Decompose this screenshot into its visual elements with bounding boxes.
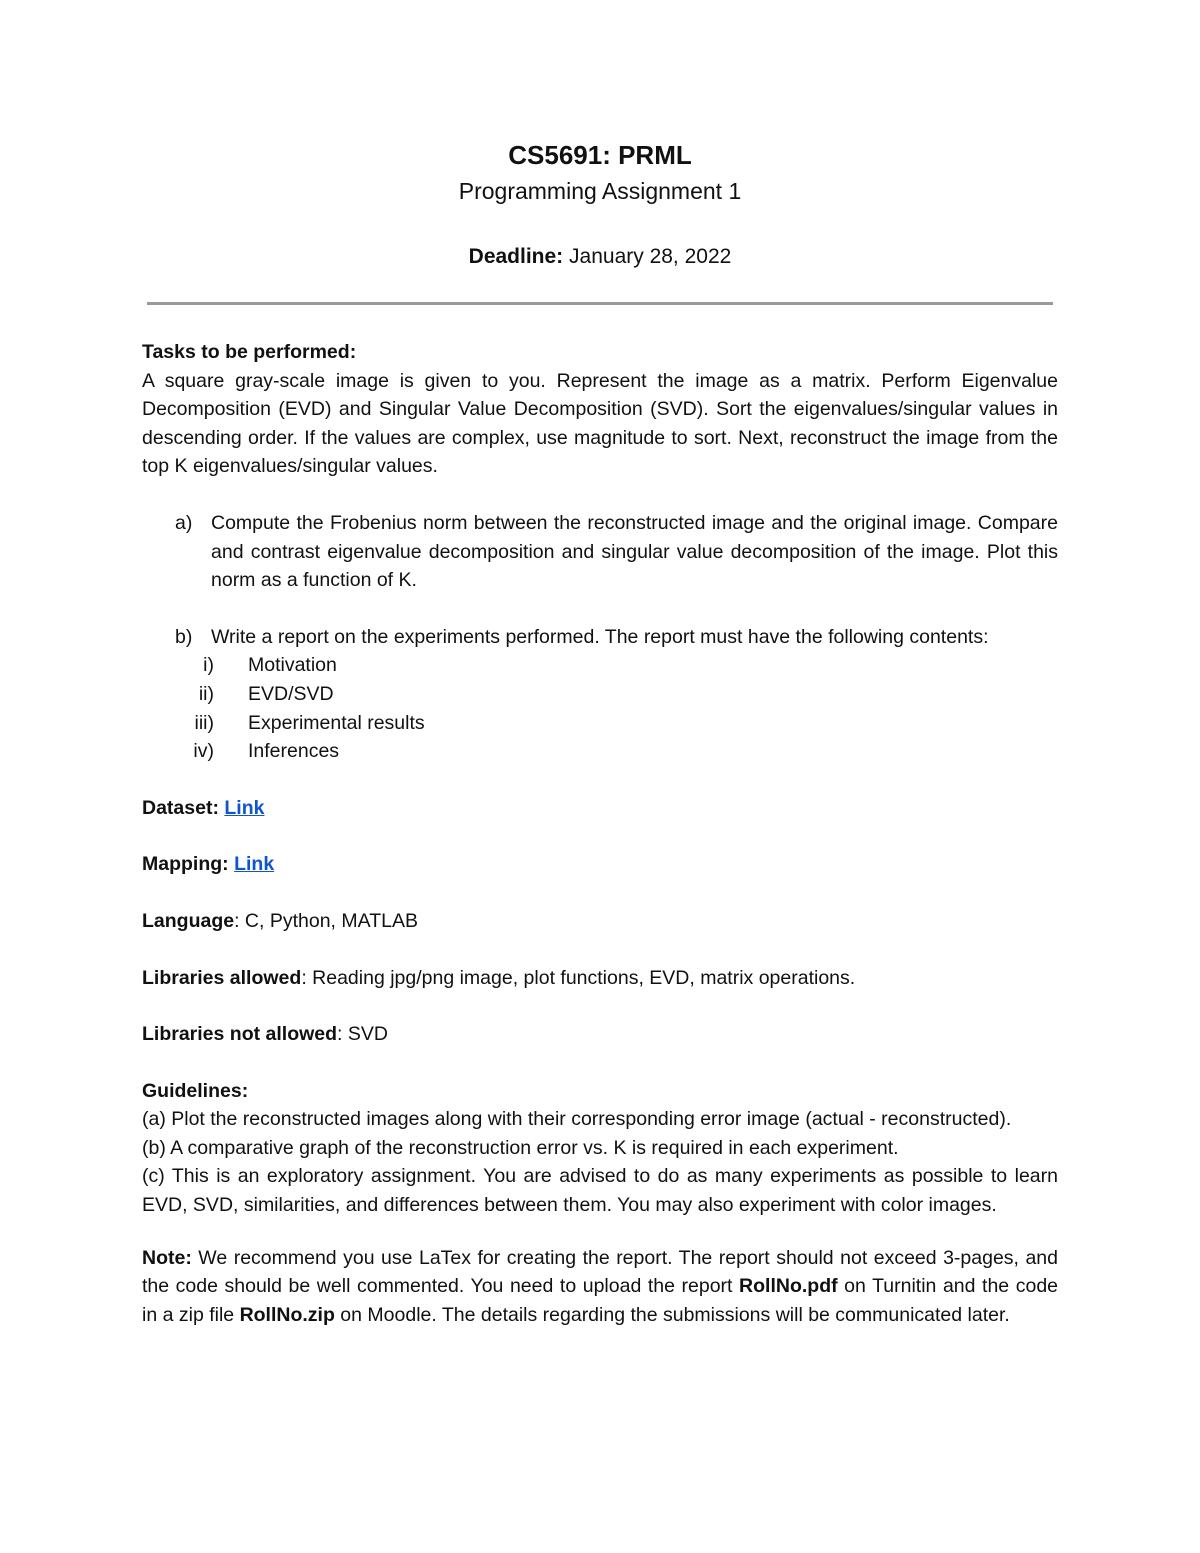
dataset-line xyxy=(142,794,1058,823)
deadline xyxy=(0,245,1200,269)
libraries-allowed-line xyxy=(142,964,1058,993)
report-content-text: EVD/SVD xyxy=(248,682,334,705)
guidelines-heading: Guidelines: xyxy=(142,1079,249,1102)
language-label: Language xyxy=(142,909,235,932)
dataset-label: Dataset: xyxy=(142,796,219,819)
guideline-item: (c) This is an exploratory assignment. You are advised to do as many experiments as possible to learn EVD, SVD, similarities, and differences between them. You may also experiment with color images. xyxy=(142,1165,1058,1217)
libraries-allowed-label: Libraries allowed xyxy=(142,966,302,989)
note-paragraph xyxy=(142,1244,1058,1330)
deadline-label: Deadline: xyxy=(468,245,564,268)
report-content-number: iii) xyxy=(194,711,214,734)
guideline-item: (a) Plot the reconstructed images along with their corresponding error image (actual - reconstructed). xyxy=(142,1108,1012,1131)
deadline-value: January 28, 2022 xyxy=(569,245,732,268)
zip-filename: RollNo.zip xyxy=(239,1303,335,1326)
note-text: We recommend you use LaTex for creating the report. The report should not exceed 3-pages, and the code should be well commented. You need to upload the report xyxy=(142,1246,1058,1298)
report-content-item xyxy=(142,651,1058,680)
libraries-allowed-value: : Reading jpg/png image, plot functions, EVD, matrix operations. xyxy=(301,966,856,989)
report-content-number: iv) xyxy=(193,740,214,763)
assignment-subtitle: Programming Assignment 1 xyxy=(458,178,742,204)
course-title: CS5691: PRML xyxy=(508,140,692,170)
report-filename: RollNo.pdf xyxy=(739,1275,838,1298)
libraries-not-allowed-value: : SVD xyxy=(337,1023,388,1046)
mapping-label: Mapping: xyxy=(142,853,229,876)
task-item-text: Compute the Frobenius norm between the reconstructed image and the original image. Compare and contrast eigenvalue decomposition and singular value decomposition of the image. Plot this norm as a function of K. xyxy=(211,511,1058,592)
libraries-not-allowed-label: Libraries not allowed xyxy=(142,1023,338,1046)
language-line xyxy=(142,907,1058,936)
mapping-line xyxy=(142,850,1058,879)
libraries-not-allowed-line xyxy=(142,1020,1058,1049)
tasks-intro: A square gray-scale image is given to you. Represent the image as a matrix. Perform Eigenvalue Decomposition (EVD) and Singular Value Decomposition (SVD). Sort the eigenvalues/singular values in descending order. If the values are complex, use magnitude to sort. Next, reconstruct the image from the top K eigenvalues/singular values. xyxy=(142,369,1058,478)
report-content-text: Inferences xyxy=(248,740,340,763)
task-item-a xyxy=(142,509,1058,595)
report-content-number: i) xyxy=(203,654,214,677)
report-content-item xyxy=(142,680,1058,709)
task-item-marker: b) xyxy=(175,625,193,648)
mapping-link[interactable]: Link xyxy=(234,853,275,876)
dataset-link[interactable]: Link xyxy=(224,796,265,819)
guideline-item: (b) A comparative graph of the reconstruction error vs. K is required in each experiment. xyxy=(142,1136,899,1159)
report-content-text: Experimental results xyxy=(248,711,425,734)
assignment-body xyxy=(142,338,1058,1329)
tasks-heading: Tasks to be performed: xyxy=(142,341,357,363)
report-content-number: ii) xyxy=(198,682,214,705)
report-content-item xyxy=(142,709,1058,738)
note-label: Note: xyxy=(142,1246,192,1269)
report-content-item xyxy=(142,737,1058,766)
note-text: on Moodle. The details regarding the submissions will be communicated later. xyxy=(334,1303,1010,1326)
language-value: : C, Python, MATLAB xyxy=(234,909,418,932)
note-text: on Turnitin and the code in a zip file xyxy=(142,1275,1059,1326)
task-item-text: Write a report on the experiments performed. The report must have the following contents: xyxy=(211,625,989,648)
task-item-b xyxy=(142,623,1058,652)
horizontal-divider xyxy=(147,302,1053,305)
task-item-marker: a) xyxy=(175,511,193,534)
report-content-text: Motivation xyxy=(248,654,337,677)
